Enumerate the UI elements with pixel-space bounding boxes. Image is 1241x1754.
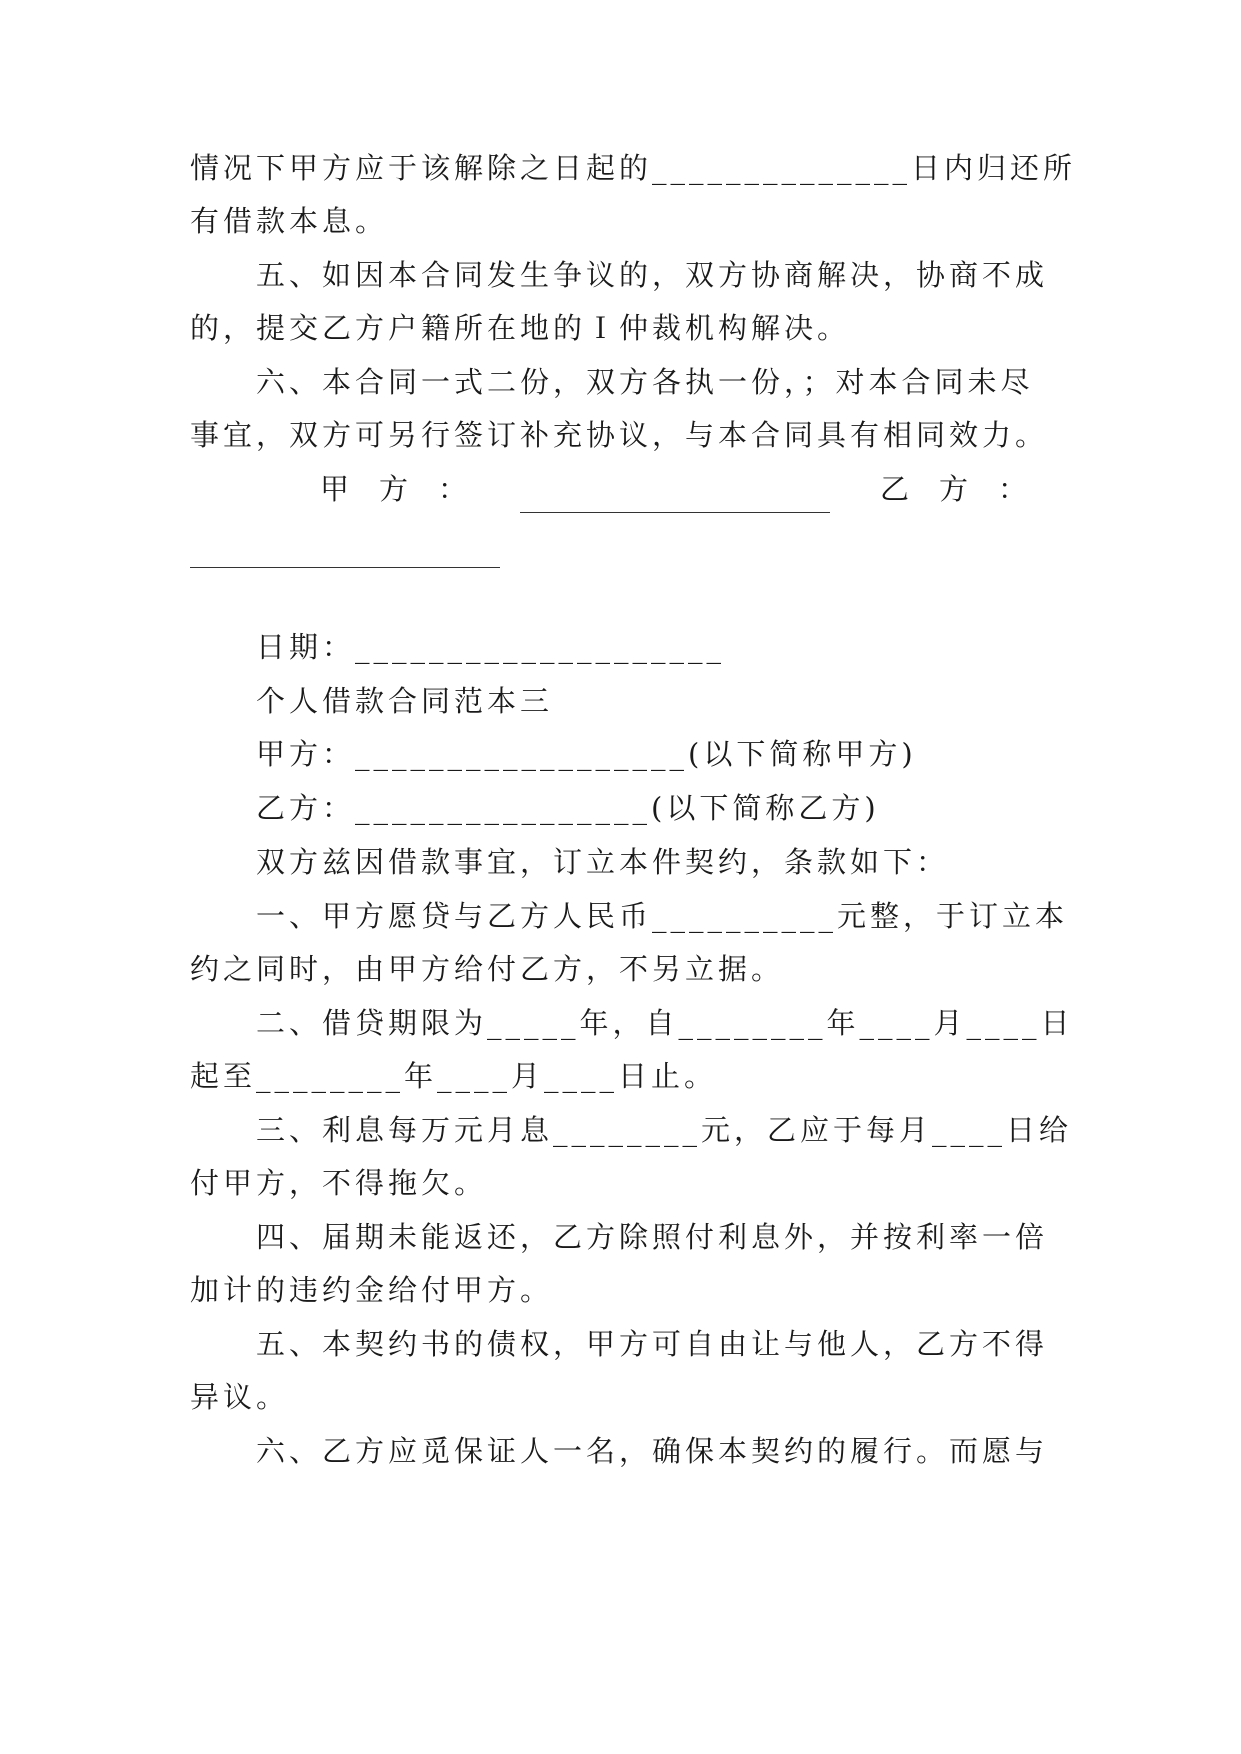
- party-a-line: 甲方：__________________(以下简称甲方): [256, 737, 917, 771]
- paragraph-line: 六、本合同一式二份，双方各执一份，；对本合同未尽: [256, 365, 1034, 399]
- date-line: 日期：____________________: [256, 630, 726, 664]
- signature-party-b-line: [190, 567, 500, 568]
- contract-title: 个人借款合同范本三: [256, 684, 554, 718]
- paragraph-line: 事宜，双方可另行签订补充协议，与本合同具有相同效力。: [190, 418, 1049, 452]
- signature-party-a-line: [520, 512, 830, 513]
- clause-line: 付甲方，不得拖欠。: [190, 1166, 488, 1200]
- clause-line: 一、甲方愿贷与乙方人民币__________元整，于订立本: [256, 899, 1069, 933]
- clause-line: 约之同时，由甲方给付乙方，不另立据。: [190, 952, 785, 986]
- clause-line: 二、借贷期限为_____年，自________年____月____日: [256, 1006, 1074, 1040]
- party-b-line: 乙方：________________(以下简称乙方): [256, 791, 880, 825]
- signature-party-b-label: 乙方：: [880, 472, 1058, 506]
- clause-line: 加计的违约金给付甲方。: [190, 1273, 554, 1307]
- paragraph-line: 五、如因本合同发生争议的，双方协商解决，协商不成: [256, 258, 1049, 292]
- clause-line: 四、届期未能返还，乙方除照付利息外，并按利率一倍: [256, 1220, 1049, 1254]
- intro-line: 双方兹因借款事宜，订立本件契约，条款如下：: [256, 845, 950, 879]
- clause-line: 起至________年____月____日止。: [190, 1059, 718, 1093]
- clause-line: 五、本契约书的债权，甲方可自由让与他人，乙方不得: [256, 1327, 1049, 1361]
- clause-line: 异议。: [190, 1380, 290, 1414]
- paragraph-line: 有借款本息。: [190, 204, 389, 238]
- signature-party-a-label: 甲方：: [320, 472, 498, 506]
- clause-line: 三、利息每万元月息________元，乙应于每月____日给: [256, 1113, 1073, 1147]
- paragraph-line: 情况下甲方应于该解除之日起的______________日内归还所: [190, 151, 1077, 185]
- clause-line: 六、乙方应觅保证人一名，确保本契约的履行。而愿与: [256, 1434, 1049, 1468]
- paragraph-line: 的，提交乙方户籍所在地的Ｉ仲裁机构解决。: [190, 311, 851, 345]
